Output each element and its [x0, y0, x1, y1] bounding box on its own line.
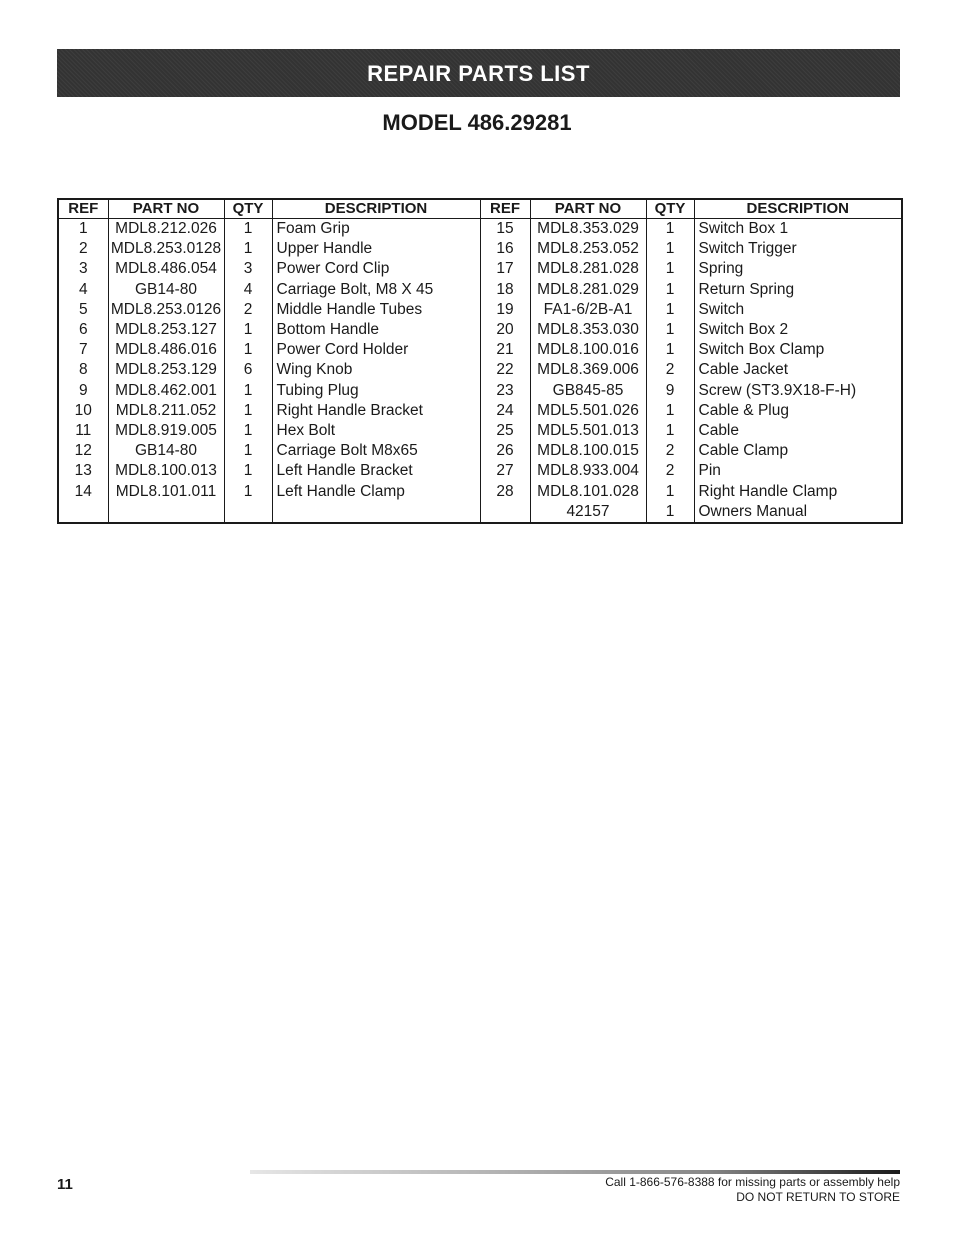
description-cell: Power Cord Holder	[272, 340, 480, 360]
qty-cell: 1	[646, 239, 694, 259]
qty-cell: 1	[646, 401, 694, 421]
ref-cell: 20	[480, 320, 530, 340]
ref-cell: 22	[480, 360, 530, 380]
qty-cell: 1	[646, 421, 694, 441]
qty-cell: 2	[646, 461, 694, 481]
part-no-cell: MDL8.933.004	[530, 461, 646, 481]
part-no-cell: MDL8.486.016	[108, 340, 224, 360]
part-no-cell: MDL8.253.0126	[108, 300, 224, 320]
table-row	[58, 340, 902, 360]
part-no-cell: GB14-80	[108, 280, 224, 300]
description-cell: Right Handle Clamp	[694, 481, 902, 501]
ref-cell: 18	[480, 280, 530, 300]
qty-cell: 1	[646, 502, 694, 523]
part-no-cell: GB845-85	[530, 381, 646, 401]
qty-cell: 1	[224, 239, 272, 259]
qty-cell: 1	[224, 441, 272, 461]
description-cell: Pin	[694, 461, 902, 481]
header-part-no-right: PART NO	[530, 199, 646, 219]
description-cell: Middle Handle Tubes	[272, 300, 480, 320]
part-no-cell: 42157	[530, 502, 646, 523]
description-cell: Bottom Handle	[272, 320, 480, 340]
header-ref-left: REF	[58, 199, 108, 219]
description-cell: Wing Knob	[272, 360, 480, 380]
description-cell: Owners Manual	[694, 502, 902, 523]
ref-cell: 25	[480, 421, 530, 441]
table-row	[58, 320, 902, 340]
table-row	[58, 441, 902, 461]
description-cell: Left Handle Bracket	[272, 461, 480, 481]
description-cell: Right Handle Bracket	[272, 401, 480, 421]
qty-cell: 1	[646, 280, 694, 300]
ref-cell: 14	[74, 482, 92, 500]
banner-title: REPAIR PARTS LIST	[367, 61, 590, 86]
footer-help-line: Call 1-866-576-8388 for missing parts or assembly help	[605, 1175, 900, 1189]
part-no-cell: MDL8.281.029	[530, 280, 646, 300]
part-no-cell: MDL8.100.016	[530, 340, 646, 360]
ref-cell: 12	[74, 442, 92, 460]
part-no-cell: GB14-80	[108, 441, 224, 461]
ref-cell: 13	[74, 462, 92, 480]
description-cell: Switch	[694, 300, 902, 320]
ref-cell: 24	[480, 401, 530, 421]
ref-cell: 28	[480, 481, 530, 501]
table-row	[58, 481, 902, 501]
ref-cell: 17	[480, 259, 530, 279]
ref-cell	[480, 502, 530, 523]
table-row	[58, 259, 902, 279]
description-cell: Cable Clamp	[694, 441, 902, 461]
description-cell: Switch Box 2	[694, 320, 902, 340]
description-cell: Switch Box Clamp	[694, 340, 902, 360]
model-title: MODEL 486.29281	[382, 110, 572, 135]
table-header-row	[58, 199, 902, 219]
qty-cell: 1	[224, 481, 272, 501]
part-no-cell: FA1-6/2B-A1	[530, 300, 646, 320]
table-row	[58, 280, 902, 300]
part-no-cell: MDL5.501.013	[530, 421, 646, 441]
qty-cell: 2	[646, 360, 694, 380]
ref-cell: 27	[480, 461, 530, 481]
qty-cell	[224, 502, 272, 523]
table-row	[58, 219, 902, 240]
ref-cell: 11	[75, 421, 92, 439]
description-cell: Foam Grip	[272, 219, 480, 240]
qty-cell: 1	[646, 481, 694, 501]
part-no-cell: MDL8.101.011	[108, 481, 224, 501]
header-description-right: DESCRIPTION	[694, 199, 902, 219]
qty-cell: 1	[646, 259, 694, 279]
qty-cell: 1	[224, 401, 272, 421]
part-no-cell: MDL8.353.030	[530, 320, 646, 340]
page-number: 11	[57, 1176, 73, 1193]
description-cell: Return Spring	[694, 280, 902, 300]
ref-cell: 16	[480, 239, 530, 259]
ref-cell: 26	[480, 441, 530, 461]
ref-cell: 19	[480, 300, 530, 320]
table-row	[58, 360, 902, 380]
table-body	[58, 219, 902, 523]
header-qty-left: QTY	[224, 199, 272, 219]
part-no-cell: MDL8.462.001	[108, 381, 224, 401]
table-row	[58, 239, 902, 259]
ref-cell: 9	[78, 381, 88, 399]
part-no-cell: MDL8.100.015	[530, 441, 646, 461]
ref-cell: 2	[78, 240, 88, 258]
part-no-cell: MDL8.369.006	[530, 360, 646, 380]
ref-cell: 6	[78, 321, 88, 339]
part-no-cell: MDL8.281.028	[530, 259, 646, 279]
ref-cell: 3	[78, 260, 88, 278]
part-no-cell: MDL8.253.0128	[108, 239, 224, 259]
part-no-cell: MDL8.100.013	[108, 461, 224, 481]
qty-cell: 1	[224, 219, 272, 240]
table-row	[58, 421, 902, 441]
ref-cell: 10	[74, 401, 92, 419]
repair-parts-table	[57, 198, 903, 524]
header-qty-right: QTY	[646, 199, 694, 219]
footer-notice: DO NOT RETURN TO STORE	[736, 1190, 900, 1204]
qty-cell: 1	[224, 340, 272, 360]
description-cell: Switch Box 1	[694, 219, 902, 240]
table-row	[58, 401, 902, 421]
header-ref-right: REF	[480, 199, 530, 219]
description-cell	[272, 502, 480, 523]
part-no-cell: MDL8.253.129	[108, 360, 224, 380]
qty-cell: 1	[646, 219, 694, 240]
part-no-cell: MDL8.353.029	[530, 219, 646, 240]
ref-cell: 8	[78, 361, 88, 379]
ref-cell: 4	[78, 280, 88, 298]
description-cell: Screw (ST3.9X18-F-H)	[694, 381, 902, 401]
table-row	[58, 300, 902, 320]
description-cell: Cable & Plug	[694, 401, 902, 421]
description-cell: Spring	[694, 259, 902, 279]
part-no-cell: MDL8.919.005	[108, 421, 224, 441]
table-row	[58, 381, 902, 401]
ref-cell	[58, 502, 108, 523]
ref-cell: 5	[78, 300, 88, 318]
description-cell: Carriage Bolt, M8 X 45	[272, 280, 480, 300]
part-no-cell: MDL8.101.028	[530, 481, 646, 501]
qty-cell: 9	[646, 381, 694, 401]
description-cell: Tubing Plug	[272, 381, 480, 401]
description-cell: Left Handle Clamp	[272, 481, 480, 501]
qty-cell: 1	[224, 320, 272, 340]
qty-cell: 1	[646, 320, 694, 340]
qty-cell: 1	[224, 421, 272, 441]
table-row	[58, 461, 902, 481]
header-part-no-left: PART NO	[108, 199, 224, 219]
description-cell: Cable	[694, 421, 902, 441]
qty-cell: 3	[224, 259, 272, 279]
qty-cell: 4	[224, 280, 272, 300]
qty-cell: 1	[224, 461, 272, 481]
footer-divider	[250, 1170, 900, 1174]
part-no-cell: MDL8.212.026	[108, 219, 224, 240]
ref-cell: 21	[480, 340, 530, 360]
qty-cell: 2	[224, 300, 272, 320]
qty-cell: 1	[646, 340, 694, 360]
header-description-left: DESCRIPTION	[272, 199, 480, 219]
ref-cell: 1	[78, 220, 88, 238]
qty-cell: 1	[224, 381, 272, 401]
part-no-cell: MDL8.486.054	[108, 259, 224, 279]
part-no-cell: MDL8.211.052	[108, 401, 224, 421]
qty-cell: 6	[224, 360, 272, 380]
qty-cell: 1	[646, 300, 694, 320]
description-cell: Switch Trigger	[694, 239, 902, 259]
description-cell: Cable Jacket	[694, 360, 902, 380]
part-no-cell: MDL5.501.026	[530, 401, 646, 421]
part-no-cell: MDL8.253.052	[530, 239, 646, 259]
description-cell: Power Cord Clip	[272, 259, 480, 279]
ref-cell: 15	[480, 219, 530, 240]
part-no-cell: MDL8.253.127	[108, 320, 224, 340]
qty-cell: 2	[646, 441, 694, 461]
section-banner	[57, 49, 900, 97]
description-cell: Carriage Bolt M8x65	[272, 441, 480, 461]
table-row	[58, 502, 902, 523]
description-cell: Upper Handle	[272, 239, 480, 259]
ref-cell: 7	[78, 341, 88, 359]
part-no-cell	[108, 502, 224, 523]
description-cell: Hex Bolt	[272, 421, 480, 441]
ref-cell: 23	[480, 381, 530, 401]
